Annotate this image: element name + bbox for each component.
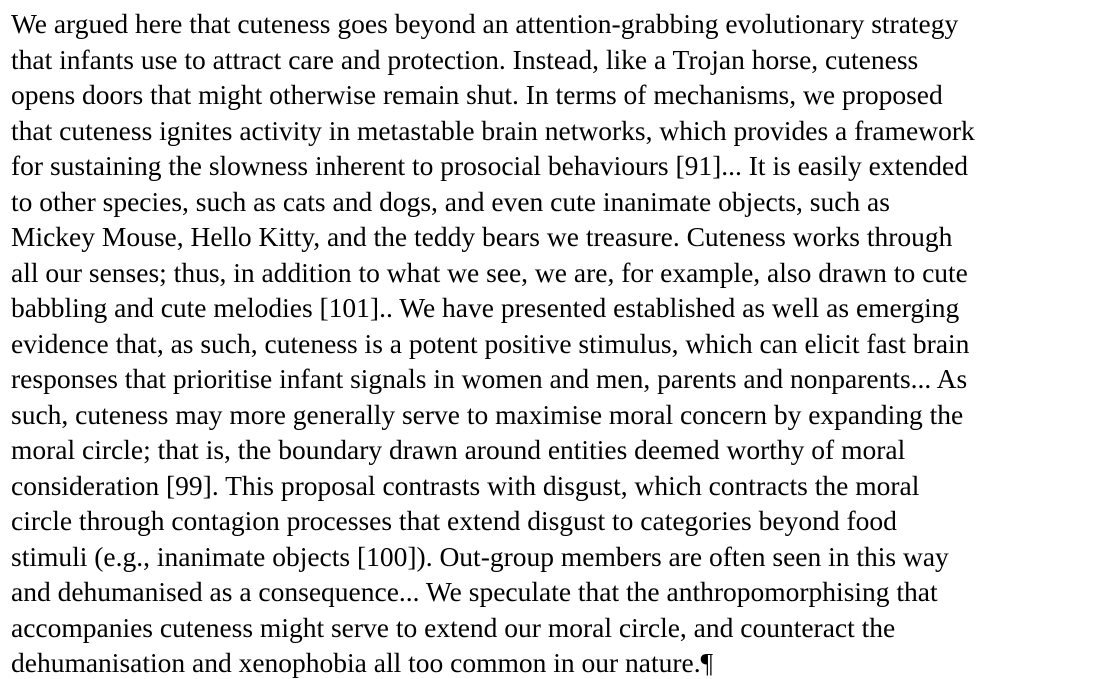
text-line: circle through contagion processes that extend disgust to categories beyond food bbox=[11, 505, 897, 536]
text-line: to other species, such as cats and dogs, and even cute inanimate objects, such as bbox=[11, 185, 890, 217]
text-line: consideration [99]. This proposal contrasts with disgust, which contracts the moral bbox=[11, 469, 920, 501]
text-line: We argued here that cuteness goes beyond an attention-grabbing evolutionary strategy bbox=[11, 8, 959, 39]
text-line: evidence that, as such, cuteness is a potent positive stimulus, which can elicit fast brain bbox=[11, 327, 970, 359]
text-line: that infants use to attract care and protection. Instead, like a Trojan horse, cuteness bbox=[11, 43, 919, 75]
body-paragraph[interactable] bbox=[11, 6, 1087, 679]
text-line: dehumanisation and xenophobia all too common in our nature.¶ bbox=[11, 647, 714, 678]
text-line: opens doors that might otherwise remain shut. In terms of mechanisms, we proposed bbox=[11, 79, 943, 110]
text-line: responses that prioritise infant signals in women and men, parents and nonparents... As bbox=[11, 363, 968, 394]
text-line: such, cuteness may more generally serve to maximise moral concern by expanding the bbox=[11, 398, 964, 430]
text-line: for sustaining the slowness inherent to prosocial behaviours [91]... It is easily extended bbox=[11, 150, 968, 181]
text-line: Mickey Mouse, Hello Kitty, and the teddy bears we treasure. Cuteness works through bbox=[11, 221, 953, 252]
text-line: accompanies cuteness might serve to extend our moral circle, and counteract the bbox=[11, 611, 896, 643]
text-line: stimuli (e.g., inanimate objects [100]). Out-group members are often seen in this way bbox=[11, 540, 949, 572]
text-line: babbling and cute melodies [101].. We have presented established as well as emerging bbox=[11, 292, 960, 323]
text-line: all our senses; thus, in addition to what we see, we are, for example, also drawn to cute bbox=[11, 256, 968, 288]
text-line: that cuteness ignites activity in metastable brain networks, which provides a framework bbox=[11, 114, 975, 146]
text-line: and dehumanised as a consequence... We speculate that the anthropomorphising that bbox=[11, 576, 938, 607]
text-line: moral circle; that is, the boundary drawn around entities deemed worthy of moral bbox=[11, 434, 906, 465]
